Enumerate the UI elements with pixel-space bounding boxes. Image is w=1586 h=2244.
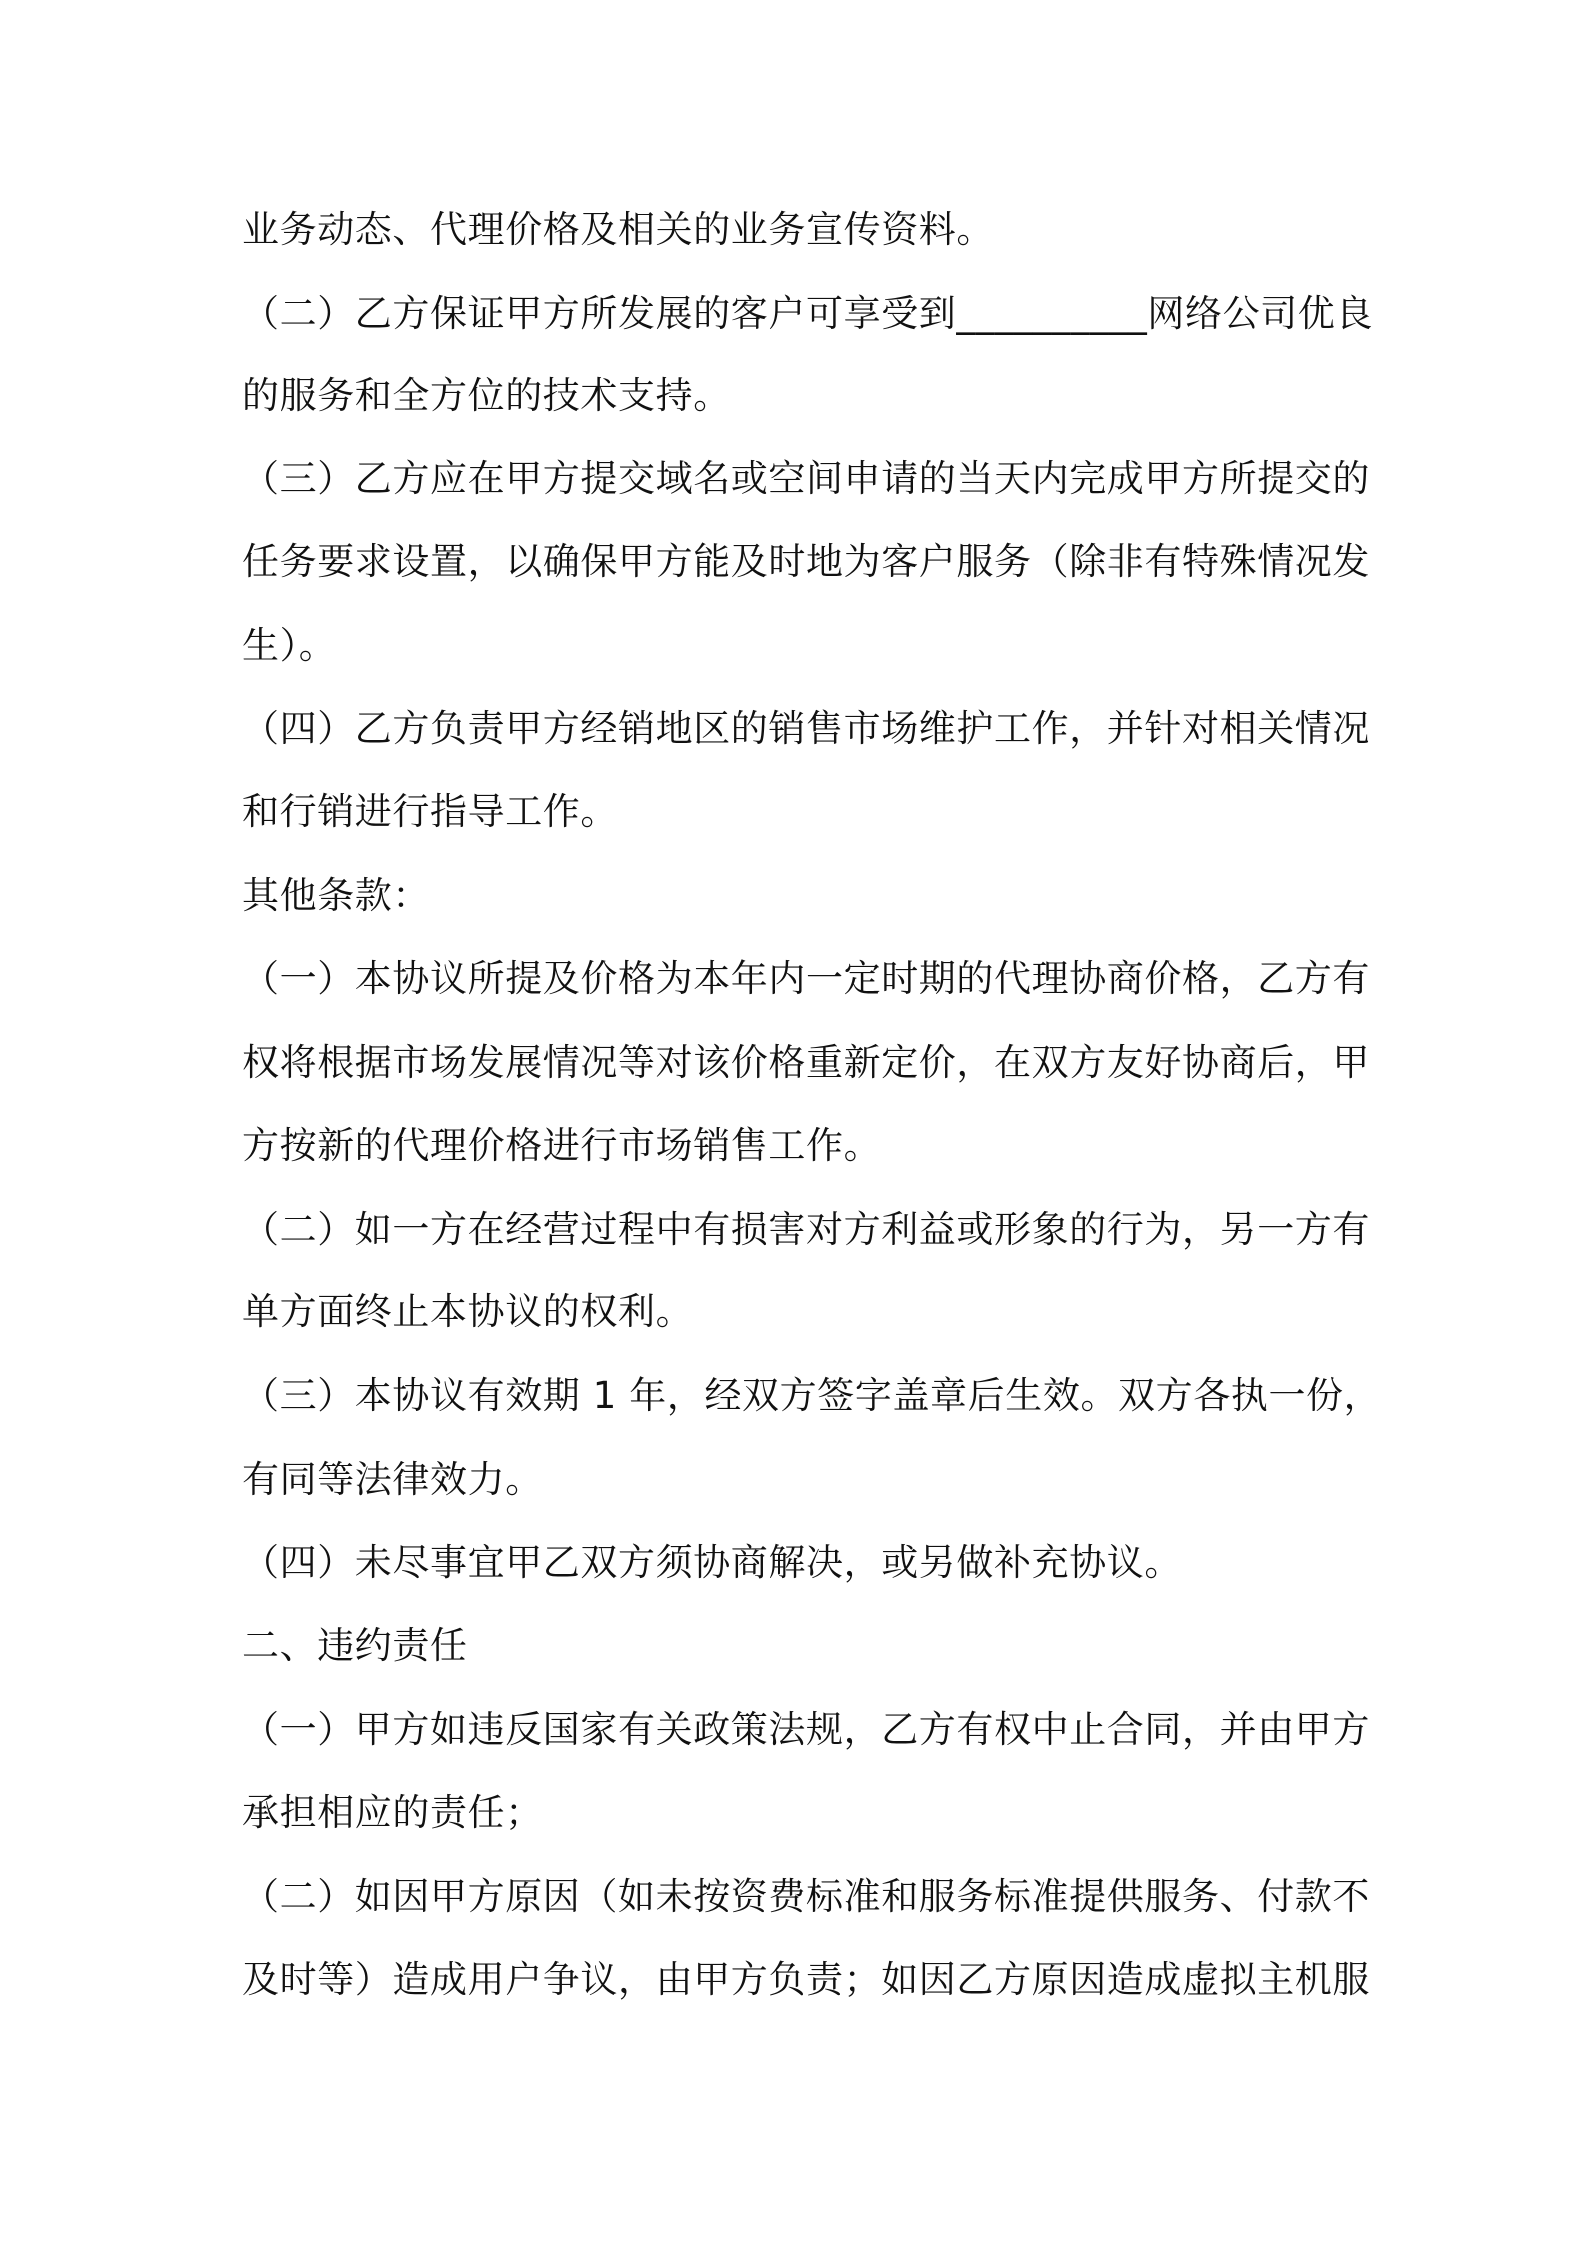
text-line: 单方面终止本协议的权利。 — [242, 1290, 694, 1333]
text-line: （三）本协议有效期 1 年，经双方签字盖章后生效。双方各执一份， — [242, 1374, 1382, 1417]
text-line: （四）未尽事宜甲乙双方须协商解决，或另做补充协议。 — [242, 1541, 1182, 1584]
text-line: （一）本协议所提及价格为本年内一定时期的代理协商价格，乙方有 — [242, 957, 1370, 1000]
text-line: 任务要求设置，以确保甲方能及时地为客户服务（除非有特殊情况发 — [242, 540, 1370, 583]
text-line: （一）甲方如违反国家有关政策法规，乙方有权中止合同，并由甲方 — [242, 1708, 1370, 1751]
section-heading: 二、违约责任 — [242, 1624, 468, 1667]
text-line: （三）乙方应在甲方提交域名或空间申请的当天内完成甲方所提交的 — [242, 457, 1370, 500]
text-line: 方按新的代理价格进行市场销售工作。 — [242, 1124, 882, 1167]
text-line: 和行销进行指导工作。 — [242, 790, 618, 833]
text-line: （二）如一方在经营过程中有损害对方利益或形象的行为，另一方有 — [242, 1208, 1370, 1251]
text-line: （四）乙方负责甲方经销地区的销售市场维护工作，并针对相关情况 — [242, 707, 1370, 750]
text-line: 的服务和全方位的技术支持。 — [242, 374, 731, 417]
text-line: 业务动态、代理价格及相关的业务宣传资料。 — [242, 208, 994, 251]
section-heading: 其他条款： — [242, 874, 430, 917]
text-line: 权将根据市场发展情况等对该价格重新定价，在双方友好协商后，甲 — [242, 1041, 1370, 1084]
text-line: 有同等法律效力。 — [242, 1458, 543, 1501]
text-line: 承担相应的责任； — [242, 1791, 543, 1834]
text-line: （二）如因甲方原因（如未按资费标准和服务标准提供服务、付款不 — [242, 1875, 1370, 1918]
text-line: 生）。 — [242, 624, 337, 667]
text-line: （二）乙方保证甲方所发展的客户可享受到__________网络公司优良 — [242, 292, 1373, 335]
text-line: 及时等）造成用户争议，由甲方负责；如因乙方原因造成虚拟主机服 — [242, 1958, 1370, 2001]
